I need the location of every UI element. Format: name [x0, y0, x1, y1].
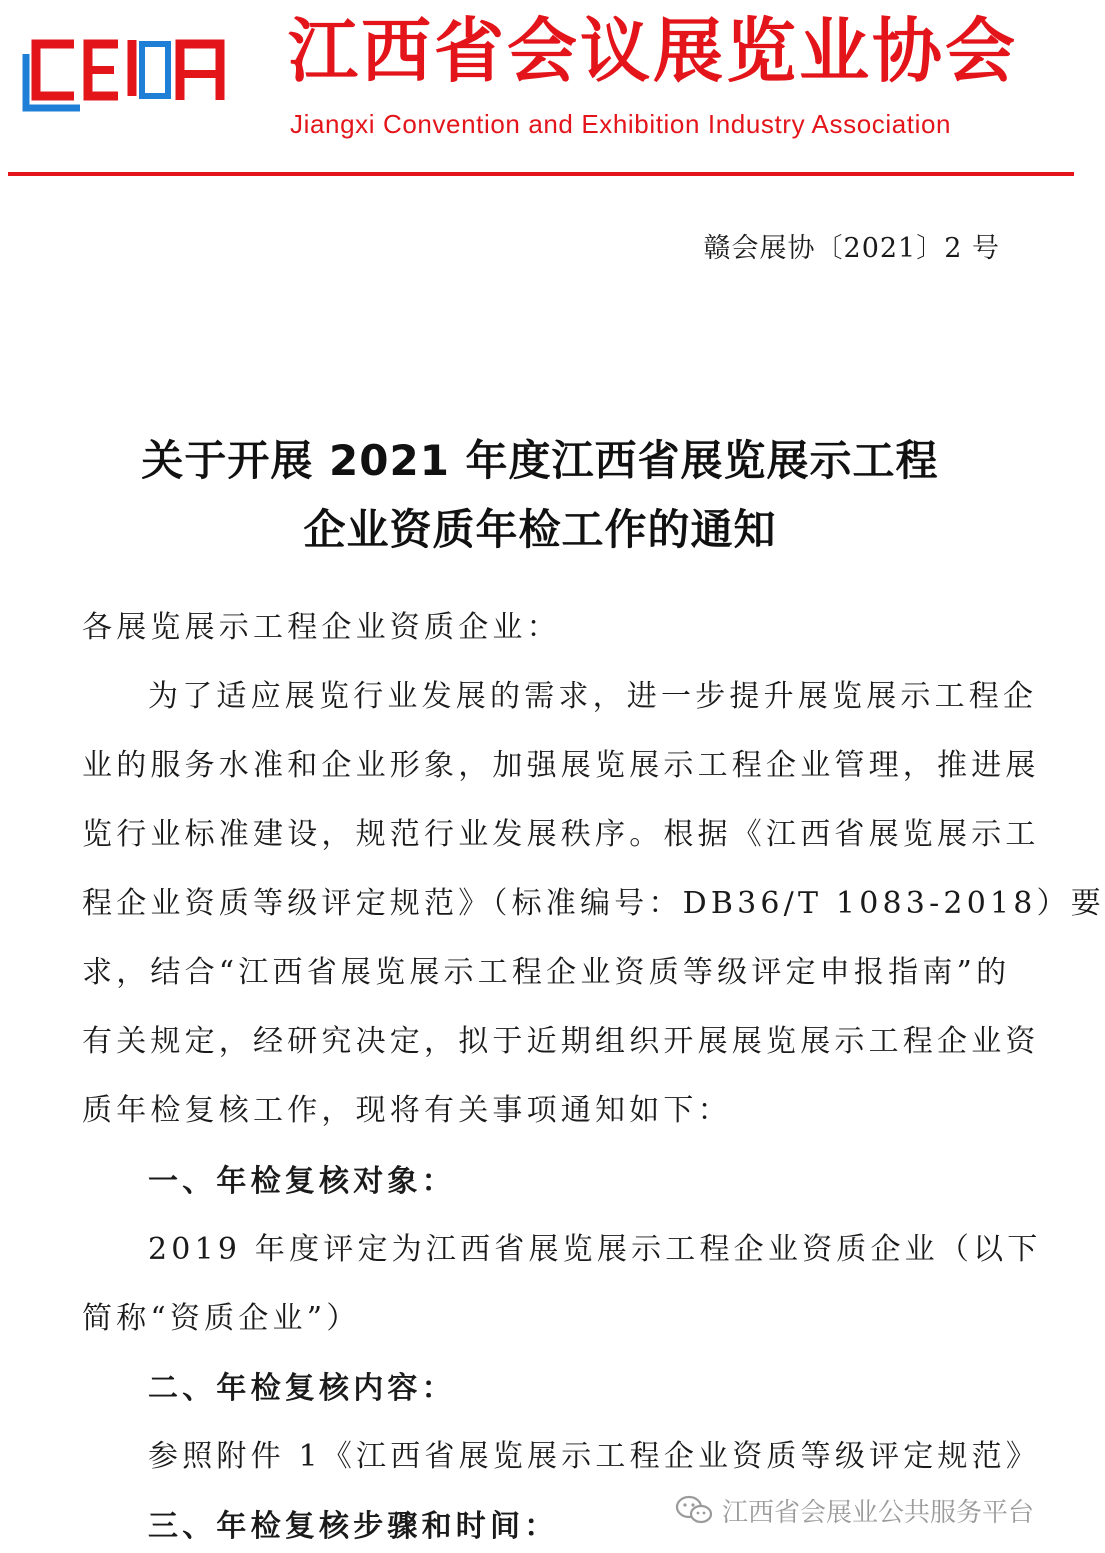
- paragraph-line: 简称“资质企业”）: [82, 1301, 361, 1336]
- letterhead: [0, 0, 1080, 190]
- paragraph-line: 业的服务水准和企业形象，加强展览展示工程企业管理，推进展: [82, 748, 1040, 783]
- paragraph-line: 有关规定，经研究决定，拟于近期组织开展展览展示工程企业资: [82, 1024, 1040, 1059]
- section-heading-1: 一、年检复核对象：: [148, 1164, 456, 1199]
- paragraph-line: 为了适应展览行业发展的需求，进一步提升展览展示工程企: [148, 679, 1038, 714]
- salutation: 各展览展示工程企业资质企业：: [82, 610, 561, 645]
- wechat-watermark: [674, 1490, 1034, 1530]
- ceia-logo: [22, 30, 230, 112]
- section-heading-3: 三、年检复核步骤和时间：: [148, 1509, 559, 1544]
- section-heading-2: 二、年检复核内容：: [148, 1371, 456, 1406]
- paragraph-line: 程企业资质等级评定规范》（标准编号：DB36/T 1083-2018）要: [82, 886, 1105, 921]
- document-number: 赣会展协〔2021〕2 号: [703, 233, 1000, 264]
- org-name-english: Jiangxi Convention and Exhibition Industry Association: [290, 109, 952, 139]
- document-title-line-1: 关于开展 2021 年度江西省展览展示工程: [141, 436, 939, 485]
- document-title-line-2: 企业资质年检工作的通知: [303, 505, 777, 554]
- org-name-chinese: 江西省会议展览业协会: [288, 10, 1018, 92]
- watermark-text: 江西省会展业公共服务平台: [722, 1497, 1035, 1528]
- paragraph-line: 质年检复核工作，现将有关事项通知如下：: [82, 1093, 732, 1128]
- paragraph-line: 参照附件 1《江西省展览展示工程企业资质等级评定规范》: [148, 1439, 1041, 1474]
- paragraph-line: 求，结合“江西省展览展示工程企业资质等级评定申报指南”的: [82, 955, 1011, 990]
- wechat-icon: [674, 1493, 714, 1527]
- header-divider: [8, 172, 1074, 176]
- paragraph-line: 览行业标准建设，规范行业发展秩序。根据《江西省展览展示工: [82, 817, 1040, 852]
- paragraph-line: 2019 年度评定为江西省展览展示工程企业资质企业（以下: [148, 1232, 1042, 1267]
